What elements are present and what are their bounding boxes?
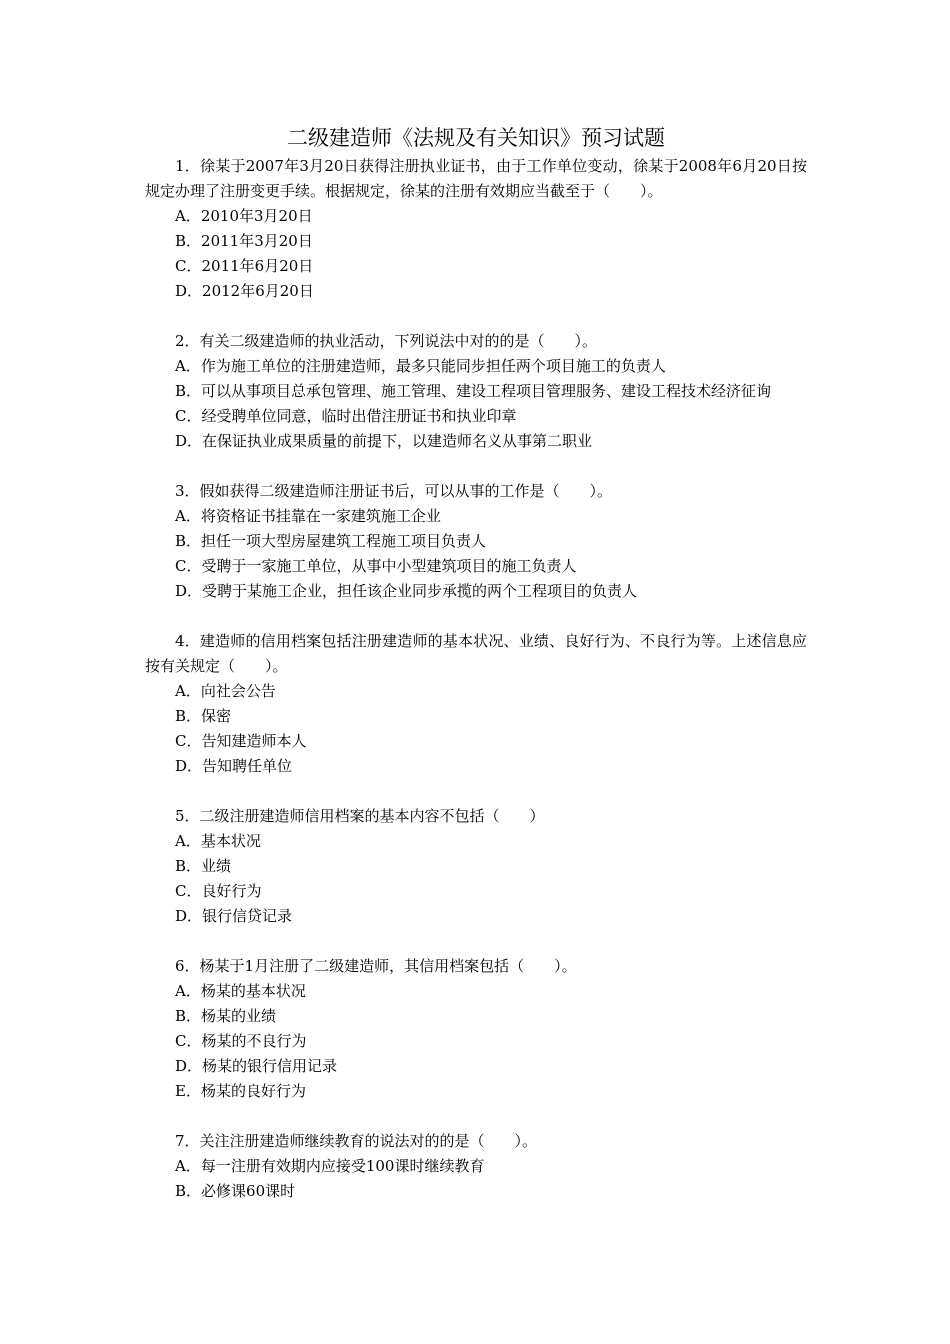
answer-option: A．每一注册有效期内应接受100课时继续教育 bbox=[175, 1157, 485, 1175]
question-5 bbox=[145, 804, 807, 929]
answer-option: A．将资格证书挂靠在一家建筑施工企业 bbox=[175, 507, 441, 525]
answer-option: D．在保证执业成果质量的前提下，以建造师名义从事第二职业 bbox=[175, 432, 593, 450]
answer-option: C．告知建造师本人 bbox=[175, 732, 307, 750]
answer-option: B．可以从事项目总承包管理、施工管理、建设工程项目管理服务、建设工程技术经济征询 bbox=[175, 382, 772, 400]
answer-option: C．经受聘单位同意，临时出借注册证书和执业印章 bbox=[175, 407, 517, 425]
question-3 bbox=[145, 479, 807, 604]
answer-option: D．银行信贷记录 bbox=[175, 907, 293, 925]
question-1 bbox=[145, 154, 807, 304]
question-6 bbox=[145, 954, 807, 1104]
question-stem: 2．有关二级建造师的执业活动，下列说法中对的的是（ ）。 bbox=[175, 332, 598, 350]
question-stem: 7．关注注册建造师继续教育的说法对的的是（ ）。 bbox=[175, 1132, 538, 1150]
answer-option: B．担任一项大型房屋建筑工程施工项目负责人 bbox=[175, 532, 487, 550]
answer-option: C．杨某的不良行为 bbox=[175, 1032, 307, 1050]
answer-option: C．受聘于一家施工单位，从事中小型建筑项目的施工负责人 bbox=[175, 557, 577, 575]
answer-option: A．向社会公告 bbox=[175, 682, 276, 700]
answer-option: E．杨某的良好行为 bbox=[175, 1082, 306, 1100]
answer-option: A．基本状况 bbox=[175, 832, 261, 850]
question-4 bbox=[145, 629, 807, 779]
answer-option: B．必修课60课时 bbox=[175, 1182, 296, 1200]
answer-option: B．业绩 bbox=[175, 857, 232, 875]
question-stem: 1．徐某于2007年3月20日获得注册执业证书，由于工作单位变动，徐某于2008年6月20日按规定办理了注册变更手续。根据规定，徐某的注册有效期应当截至于（ ）。 bbox=[145, 157, 807, 200]
answer-option: A．作为施工单位的注册建造师，最多只能同步担任两个项目施工的负责人 bbox=[175, 357, 666, 375]
answer-option: A．2010年3月20日 bbox=[175, 207, 313, 225]
answer-option: C．良好行为 bbox=[175, 882, 262, 900]
question-stem: 4．建造师的信用档案包括注册建造师的基本状况、业绩、良好行为、不良行为等。上述信息应按有关规定（ ）。 bbox=[145, 632, 807, 675]
answer-option: D．告知聘任单位 bbox=[175, 757, 293, 775]
document-page bbox=[145, 122, 807, 1229]
answer-option: A．杨某的基本状况 bbox=[175, 982, 306, 1000]
answer-option: D．受聘于某施工企业，担任该企业同步承揽的两个工程项目的负责人 bbox=[175, 582, 638, 600]
question-list bbox=[145, 154, 807, 1204]
answer-option: D．2012年6月20日 bbox=[175, 282, 314, 300]
question-stem: 3．假如获得二级建造师注册证书后，可以从事的工作是（ ）。 bbox=[175, 482, 613, 500]
answer-option: B．保密 bbox=[175, 707, 232, 725]
question-stem: 5．二级注册建造师信用档案的基本内容不包括（ ） bbox=[175, 807, 545, 825]
question-2 bbox=[145, 329, 807, 454]
question-7 bbox=[145, 1129, 807, 1204]
answer-option: B．2011年3月20日 bbox=[175, 232, 313, 250]
document-title: 二级建造师《法规及有关知识》预习试题 bbox=[287, 126, 665, 150]
answer-option: B．杨某的业绩 bbox=[175, 1007, 277, 1025]
question-stem: 6．杨某于1月注册了二级建造师，其信用档案包括（ ）。 bbox=[175, 957, 577, 975]
answer-option: D．杨某的银行信用记录 bbox=[175, 1057, 338, 1075]
answer-option: C．2011年6月20日 bbox=[175, 257, 314, 275]
